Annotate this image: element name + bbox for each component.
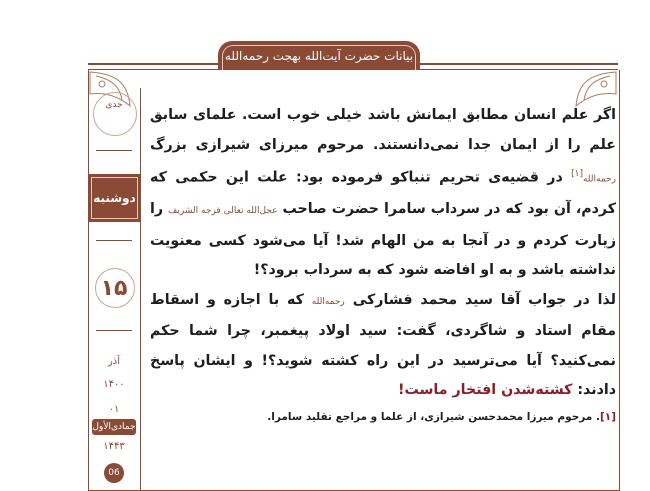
page-title: بیانات حضرت آیت‌الله بهجت رحمه‌الله — [224, 49, 414, 63]
paragraph: لذا در جواب آقا سید محمد فشارکی رحمه‌الله که با اجازه و اسقاط مقام استاد و شاگردی، گفت: سید اولاد پیغمبر، چرا شما حکم نمی‌کنید؟ آیا می‌ترسید در این راه کشته شوید؟! و ایشان پاسخ دادند: کشته‌شدن افتخار ماست! — [150, 291, 616, 399]
footnote-text: . مرحوم میرزا محمدحسن شیرازی، از علما و مراجع تقلید سامرا. — [267, 411, 600, 423]
quote-body — [150, 101, 616, 406]
paragraph: اگر علم انسان مطابق ایمانش باشد خیلی خوب است. علمای سابق علم را از ایمان جدا نمی‌دانستند. مرحوم میرزای شیرازی بزرگ رحمه‌الله[۱] در قضیه‌ی تحریم تنباکو فرموده بود: علت این حکمی که کردم، آن بود که در سرداب سامرا حضرت صاحب عجل‌الله تعالی فرجه الشریف را زیارت کردم و در آنجا به من الهام شد! آیا می‌شود کسی معنویت نداشته باشد و به او افاضه شود که به سرداب برود؟! — [150, 107, 616, 279]
weekday-label: دوشنبه — [93, 191, 136, 205]
sidebar-border-right — [140, 88, 141, 490]
hijri-year: ۱۴۴۳ — [103, 441, 125, 452]
emphasized-quote: کشته‌شدن افتخار ماست! — [397, 382, 573, 399]
hijri-day: ۰۱ — [108, 404, 120, 415]
sidebar-border-left — [88, 88, 89, 490]
week-badge: 06 — [104, 463, 124, 483]
divider — [96, 150, 132, 151]
calendar-label: جدی — [105, 100, 123, 110]
footnote — [150, 411, 616, 423]
divider — [96, 330, 132, 331]
hijri-month: جمادی‌الأول — [92, 419, 136, 435]
weekday-badge — [88, 174, 141, 222]
solar-year: ۱۴۰۰ — [103, 379, 125, 390]
calendar-ornament-icon — [93, 92, 137, 136]
solar-month: آذر — [107, 356, 121, 367]
footnote-ref[interactable]: [۱] — [571, 169, 583, 179]
footnote-number: [۱] — [599, 411, 616, 423]
day-number: ۱۵ — [100, 276, 128, 301]
divider — [96, 240, 132, 241]
